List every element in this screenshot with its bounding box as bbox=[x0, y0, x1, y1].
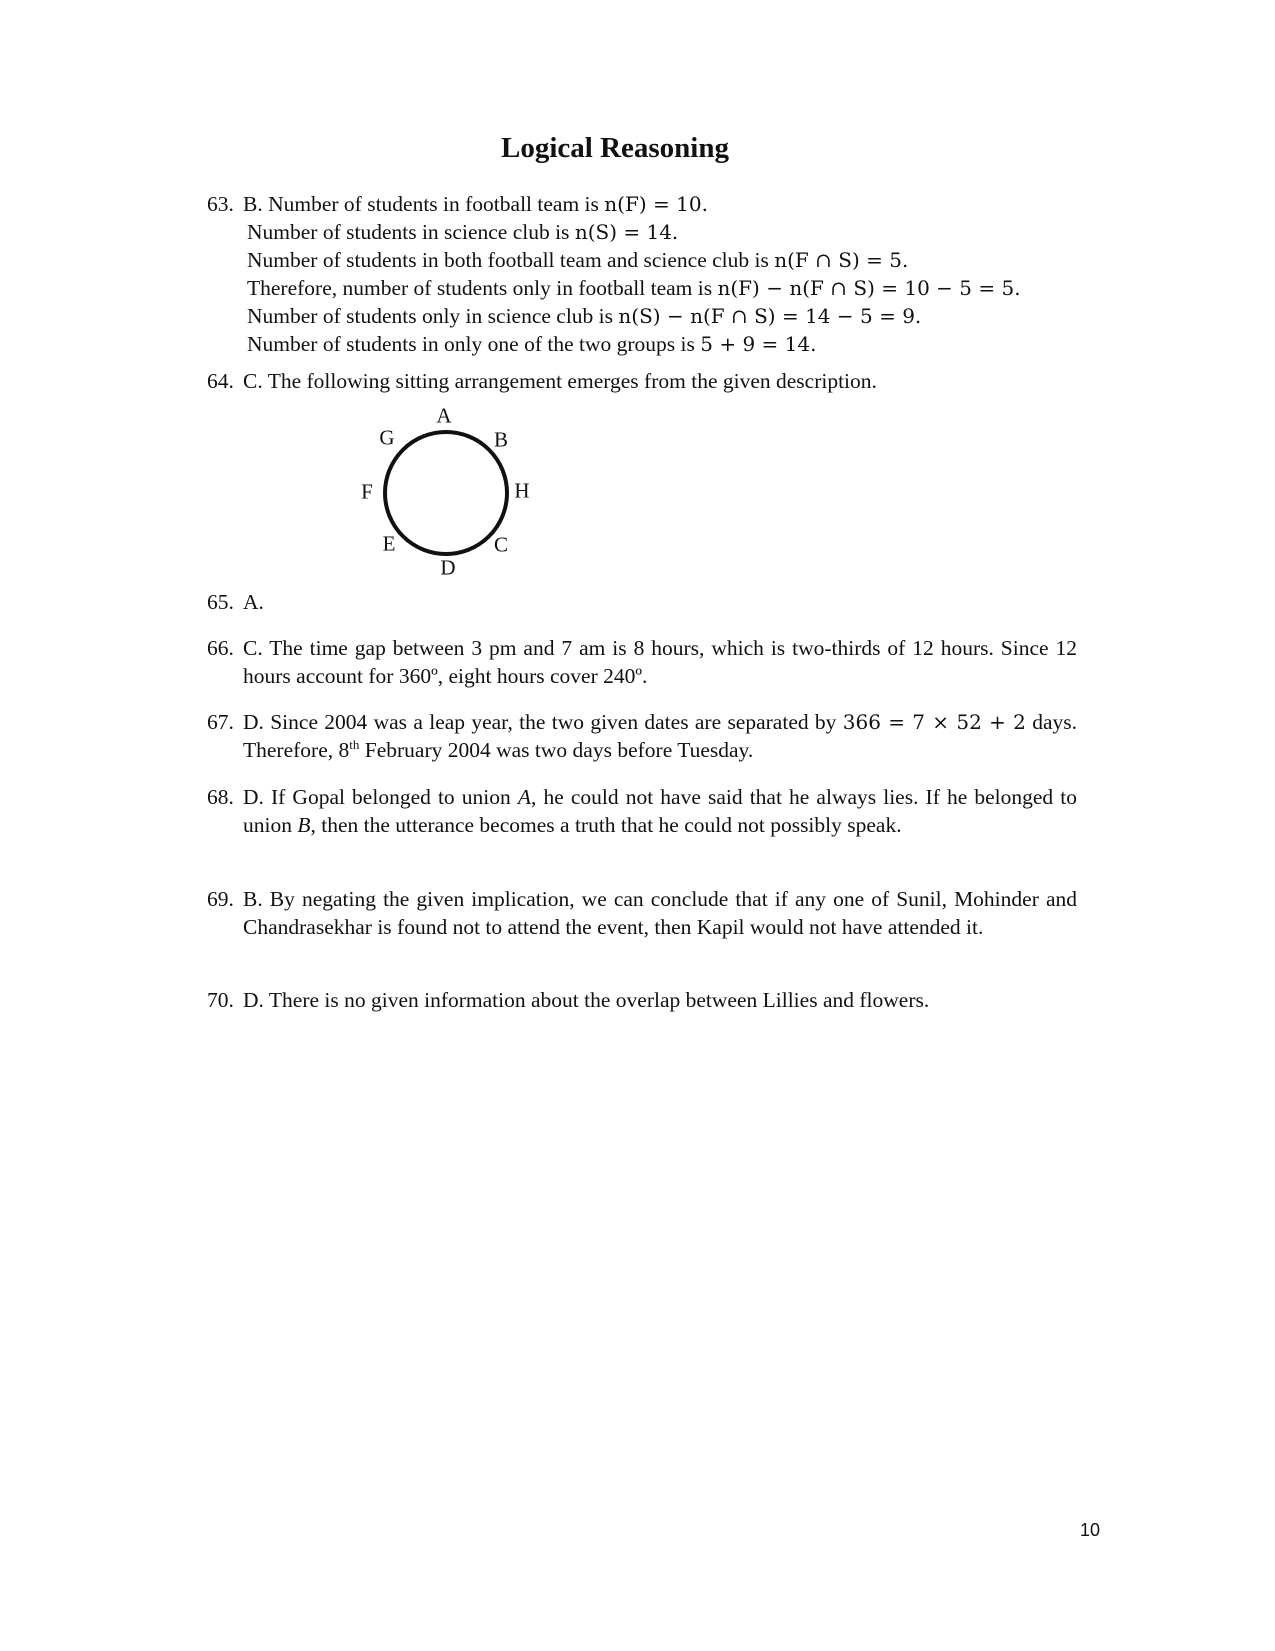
answer-number: 67. bbox=[207, 710, 234, 734]
answer-text: A. bbox=[243, 590, 264, 614]
answer-text: B. By negating the given implication, we can conclude that if any one of Sunil, Mohinder and Chandrasekhar is found not to attend the event, then Kapil would not have attended it. bbox=[243, 887, 1077, 939]
answer-number: 65. bbox=[207, 590, 234, 614]
answer-text: D. Since 2004 was a leap year, the two given dates are separated by 366 = 7 × 52 + 2 days. Therefore, 8th February 2004 was two days before Tuesday. bbox=[243, 710, 1077, 762]
answer-69 bbox=[207, 885, 1077, 941]
answer-68 bbox=[207, 783, 1077, 839]
answer-70 bbox=[207, 986, 1077, 1014]
answer-67 bbox=[207, 708, 1077, 764]
seat-label-c: C bbox=[493, 532, 509, 557]
answer-line: Therefore, number of students only in football team is n(F) − n(F ∩ S) = 10 − 5 = 5. bbox=[247, 276, 1021, 300]
answer-text: D. If Gopal belonged to union A, he could not have said that he always lies. If he belonged to union B, then the utterance becomes a truth that he could not possibly speak. bbox=[243, 785, 1077, 837]
answer-63 bbox=[207, 190, 1077, 358]
seat-label-h: H bbox=[514, 478, 530, 503]
answer-64 bbox=[207, 367, 1077, 395]
answer-number: 63. bbox=[207, 192, 234, 216]
answer-number: 68. bbox=[207, 785, 234, 809]
answer-text: D. There is no given information about the overlap between Lillies and flowers. bbox=[243, 988, 930, 1012]
answer-number: 64. bbox=[207, 369, 234, 393]
page-number: 10 bbox=[1079, 1520, 1100, 1540]
answer-line: Number of students only in science club is n(S) − n(F ∩ S) = 14 − 5 = 9. bbox=[247, 304, 922, 328]
answer-number: 69. bbox=[207, 887, 234, 911]
answer-number: 66. bbox=[207, 636, 234, 660]
seat-label-g: G bbox=[379, 425, 395, 450]
answer-line: Number of students in only one of the two groups is 5 + 9 = 14. bbox=[247, 332, 817, 356]
answer-text: C. The following sitting arrangement emerges from the given description. bbox=[243, 369, 877, 393]
seat-label-d: D bbox=[440, 555, 456, 580]
answer-65 bbox=[207, 588, 1077, 616]
answer-line: Number of students in both football team and science club is n(F ∩ S) = 5. bbox=[247, 248, 909, 272]
page-title: Logical Reasoning bbox=[501, 132, 729, 164]
seating-diagram bbox=[360, 403, 560, 598]
seat-label-a: A bbox=[436, 403, 452, 428]
seat-label-e: E bbox=[382, 531, 396, 556]
seat-label-b: B bbox=[493, 427, 509, 452]
answer-text: C. The time gap between 3 pm and 7 am is 8 hours, which is two-thirds of 12 hours. Since 12 hours account for 360º, eight hours cover 240º. bbox=[243, 636, 1077, 688]
seat-label-f: F bbox=[361, 479, 373, 504]
answer-number: 70. bbox=[207, 988, 234, 1012]
answer-line: Number of students in science club is n(S) = 14. bbox=[247, 220, 679, 244]
answer-line: B. Number of students in football team is n(F) = 10. bbox=[243, 192, 708, 216]
answer-66 bbox=[207, 634, 1077, 690]
